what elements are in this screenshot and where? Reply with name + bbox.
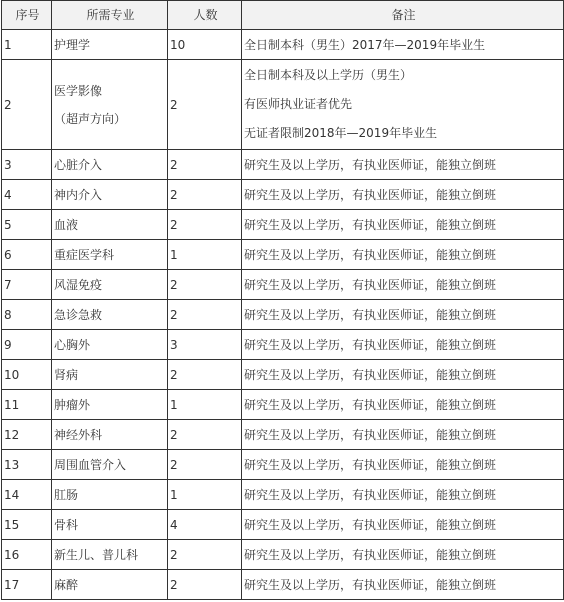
row-number: 7 xyxy=(2,270,52,300)
row-note xyxy=(242,270,564,300)
major-line: 肿瘤外 xyxy=(54,397,91,412)
row-number: 14 xyxy=(2,480,52,510)
table-row xyxy=(2,360,564,390)
note-line: 研究生及以上学历，有执业医师证，能独立倒班 xyxy=(244,547,497,562)
table-row xyxy=(2,30,564,60)
row-major xyxy=(52,240,168,270)
row-count: 2 xyxy=(168,210,242,240)
row-count: 1 xyxy=(168,390,242,420)
row-count: 1 xyxy=(168,240,242,270)
row-number: 15 xyxy=(2,510,52,540)
note-line: 研究生及以上学历，有执业医师证，能独立倒班 xyxy=(244,457,497,472)
row-count: 2 xyxy=(168,540,242,570)
row-count: 10 xyxy=(168,30,242,60)
row-number: 11 xyxy=(2,390,52,420)
major-line: 周围血管介入 xyxy=(54,457,127,472)
table-row xyxy=(2,510,564,540)
table-row xyxy=(2,480,564,510)
row-number: 16 xyxy=(2,540,52,570)
major-line: 护理学 xyxy=(54,37,91,52)
note-line: 无证者限制2018年—2019年毕业生 xyxy=(244,126,438,140)
row-major xyxy=(52,390,168,420)
row-number: 8 xyxy=(2,300,52,330)
row-major xyxy=(52,480,168,510)
row-count: 3 xyxy=(168,330,242,360)
row-count: 2 xyxy=(168,270,242,300)
major-line: 医学影像 xyxy=(54,83,103,98)
row-number: 1 xyxy=(2,30,52,60)
row-number: 10 xyxy=(2,360,52,390)
header-number: 序号 xyxy=(2,1,52,30)
row-major xyxy=(52,360,168,390)
row-count: 2 xyxy=(168,450,242,480)
note-line: 研究生及以上学历，有执业医师证，能独立倒班 xyxy=(244,397,497,412)
row-note xyxy=(242,360,564,390)
row-note xyxy=(242,150,564,180)
row-note xyxy=(242,240,564,270)
row-number: 17 xyxy=(2,570,52,600)
note-line: 研究生及以上学历，有执业医师证，能独立倒班 xyxy=(244,157,497,172)
major-line: 肾病 xyxy=(54,367,79,382)
row-note xyxy=(242,540,564,570)
row-count: 2 xyxy=(168,60,242,150)
table-body xyxy=(2,30,564,600)
note-line: 全日制本科（男生）2017年—2019年毕业生 xyxy=(244,37,486,52)
note-line: 有医师执业证者优先 xyxy=(244,97,353,111)
note-line: 研究生及以上学历，有执业医师证，能独立倒班 xyxy=(244,427,497,442)
header-note: 备注 xyxy=(242,1,564,30)
row-count: 2 xyxy=(168,420,242,450)
header-major: 所需专业 xyxy=(52,1,168,30)
row-major xyxy=(52,270,168,300)
row-major xyxy=(52,150,168,180)
row-number: 12 xyxy=(2,420,52,450)
row-major xyxy=(52,180,168,210)
row-number: 2 xyxy=(2,60,52,150)
row-note xyxy=(242,480,564,510)
row-number: 3 xyxy=(2,150,52,180)
table-row xyxy=(2,240,564,270)
row-note xyxy=(242,390,564,420)
table-header-row xyxy=(2,1,564,30)
row-major xyxy=(52,60,168,150)
table-row xyxy=(2,270,564,300)
note-line: 研究生及以上学历，有执业医师证，能独立倒班 xyxy=(244,577,497,592)
major-line: 肛肠 xyxy=(54,487,79,502)
row-count: 2 xyxy=(168,150,242,180)
row-number: 9 xyxy=(2,330,52,360)
row-note xyxy=(242,450,564,480)
table-row xyxy=(2,420,564,450)
note-line: 研究生及以上学历，有执业医师证，能独立倒班 xyxy=(244,187,497,202)
row-count: 2 xyxy=(168,300,242,330)
table-row xyxy=(2,60,564,150)
row-count: 1 xyxy=(168,480,242,510)
row-number: 13 xyxy=(2,450,52,480)
major-line: 风湿免疫 xyxy=(54,277,103,292)
table-row xyxy=(2,180,564,210)
row-major xyxy=(52,300,168,330)
row-major xyxy=(52,30,168,60)
major-line: 骨科 xyxy=(54,517,79,532)
major-line: 神内介入 xyxy=(54,187,103,202)
table-row xyxy=(2,540,564,570)
table-row xyxy=(2,150,564,180)
row-major xyxy=(52,450,168,480)
row-note xyxy=(242,300,564,330)
row-count: 2 xyxy=(168,180,242,210)
table-row xyxy=(2,570,564,600)
row-major xyxy=(52,570,168,600)
major-line: 血液 xyxy=(54,217,79,232)
header-count: 人数 xyxy=(168,1,242,30)
note-line: 研究生及以上学历，有执业医师证，能独立倒班 xyxy=(244,367,497,382)
major-line: 心胸外 xyxy=(54,337,91,352)
recruitment-table xyxy=(1,0,564,600)
row-note xyxy=(242,210,564,240)
row-note xyxy=(242,510,564,540)
major-line: 麻醉 xyxy=(54,577,79,592)
row-number: 6 xyxy=(2,240,52,270)
row-major xyxy=(52,330,168,360)
note-line: 研究生及以上学历，有执业医师证，能独立倒班 xyxy=(244,487,497,502)
row-note xyxy=(242,60,564,150)
row-note xyxy=(242,330,564,360)
table-row xyxy=(2,450,564,480)
note-line: 研究生及以上学历，有执业医师证，能独立倒班 xyxy=(244,337,497,352)
note-line: 研究生及以上学历，有执业医师证，能独立倒班 xyxy=(244,247,497,262)
major-line: 急诊急救 xyxy=(54,307,103,322)
major-line: （超声方向） xyxy=(54,111,127,126)
row-number: 5 xyxy=(2,210,52,240)
note-line: 研究生及以上学历，有执业医师证，能独立倒班 xyxy=(244,307,497,322)
note-line: 研究生及以上学历，有执业医师证，能独立倒班 xyxy=(244,217,497,232)
note-line: 研究生及以上学历，有执业医师证，能独立倒班 xyxy=(244,517,497,532)
major-line: 心脏介入 xyxy=(54,157,103,172)
row-number: 4 xyxy=(2,180,52,210)
row-note xyxy=(242,30,564,60)
row-count: 2 xyxy=(168,570,242,600)
table-row xyxy=(2,210,564,240)
major-line: 重症医学科 xyxy=(54,247,115,262)
major-line: 新生儿、普儿科 xyxy=(54,547,139,562)
table-row xyxy=(2,300,564,330)
row-note xyxy=(242,420,564,450)
major-line: 神经外科 xyxy=(54,427,103,442)
row-note xyxy=(242,570,564,600)
row-major xyxy=(52,210,168,240)
row-major xyxy=(52,420,168,450)
table-row xyxy=(2,390,564,420)
row-major xyxy=(52,510,168,540)
note-line: 研究生及以上学历，有执业医师证，能独立倒班 xyxy=(244,277,497,292)
row-count: 2 xyxy=(168,360,242,390)
note-line: 全日制本科及以上学历（男生） xyxy=(244,68,413,82)
row-note xyxy=(242,180,564,210)
row-major xyxy=(52,540,168,570)
row-count: 4 xyxy=(168,510,242,540)
table-row xyxy=(2,330,564,360)
